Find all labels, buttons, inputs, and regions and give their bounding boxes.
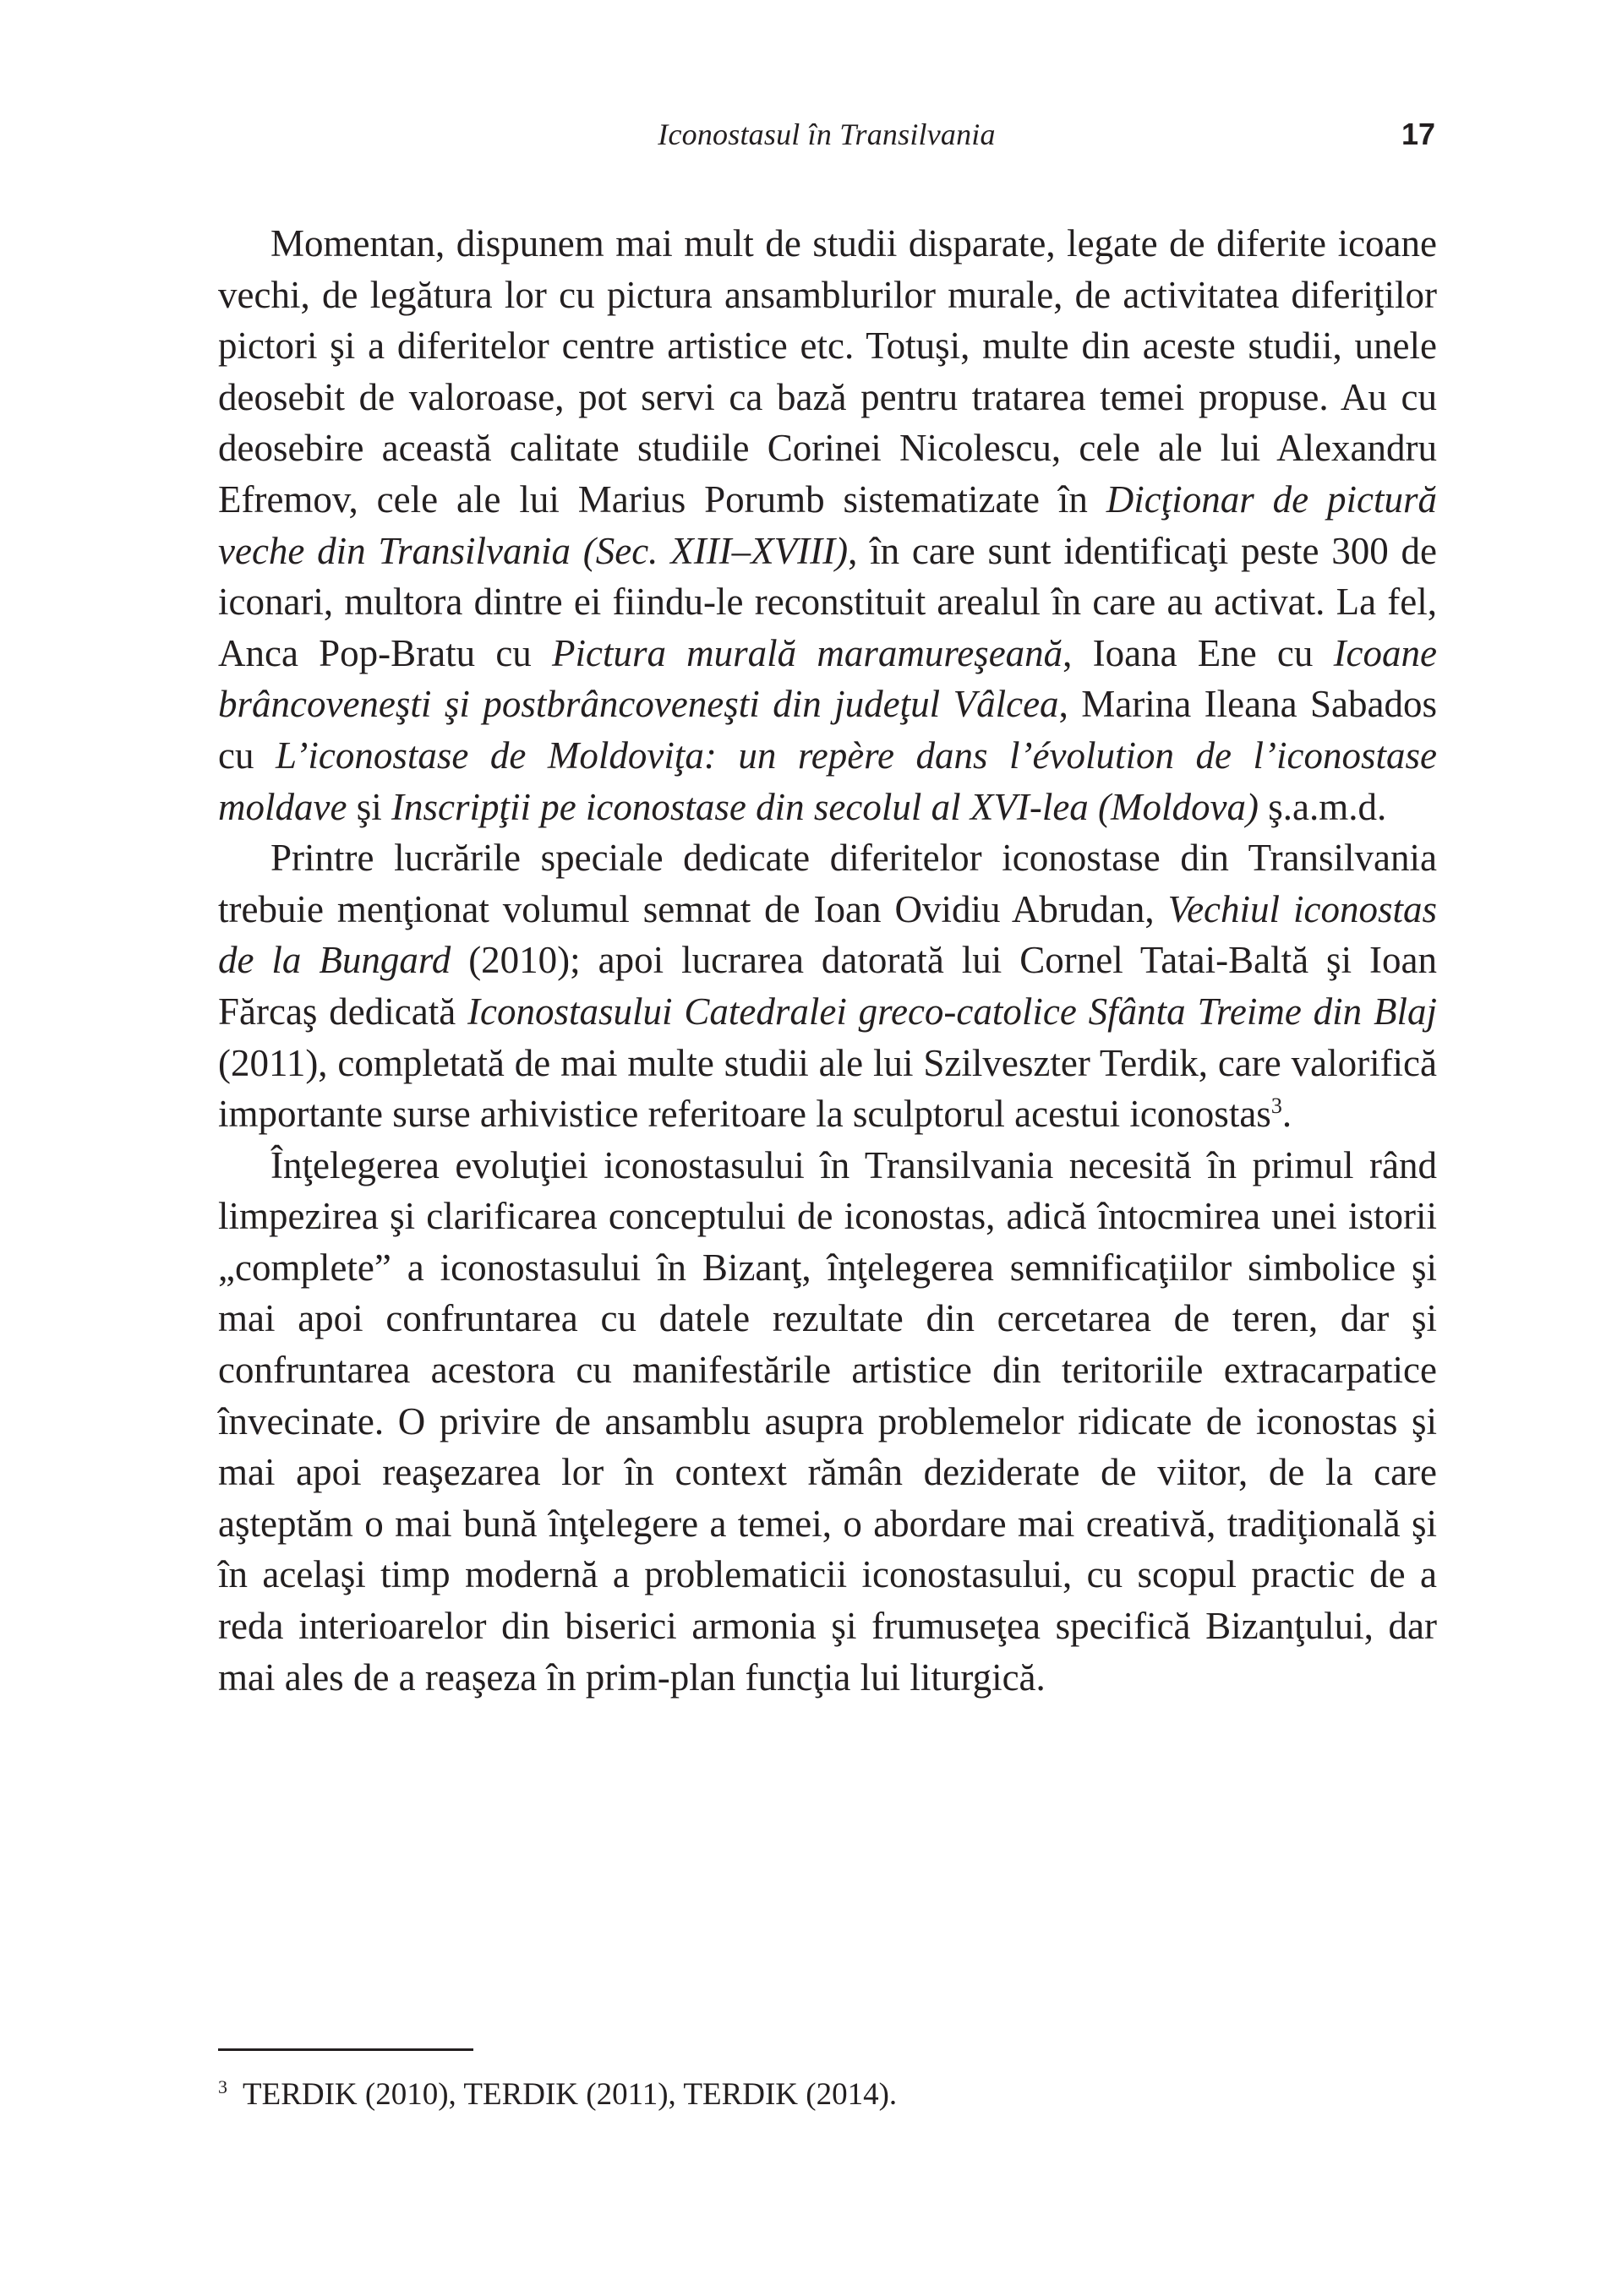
italic-title: Vechiul iconostas de la Bungard <box>218 887 1437 982</box>
footnote-mark: 3 <box>218 2075 227 2097</box>
italic-title: L’iconostase de Moldoviţa: un repère dans l’évolution de l’iconostase moldave <box>218 734 1437 828</box>
footnote-reference[interactable]: 3 <box>1270 1093 1282 1119</box>
text-run: (2011), completată de mai multe studii ale lui Szilveszter Terdik, care valorifică importante surse arhivistice referitoare la sculptorul acestui iconostas <box>218 1041 1437 1136</box>
paragraph <box>218 218 1437 832</box>
italic-title: Pictura murală maramureşeană <box>551 631 1063 674</box>
footnote-text: TERDIK (2010), TERDIK (2011), TERDIK (2014). <box>243 2077 898 2112</box>
text-run: . <box>1281 1093 1292 1136</box>
running-header <box>218 117 1435 167</box>
italic-title: Icoane brâncoveneşti şi postbrâncoveneşti din judeţul Vâlcea <box>218 631 1437 726</box>
paragraph <box>218 1140 1437 1704</box>
italic-title: Iconostasului Catedralei greco-catolice Sfânta Treime din Blaj <box>467 990 1437 1033</box>
text-run: , Ioana Ene cu <box>1063 631 1334 674</box>
footnote <box>218 2075 1437 2115</box>
italic-title: Inscripţii pe iconostase din secolul al XVI-lea (Moldova) <box>391 785 1259 828</box>
running-title: Iconostasul în Transilvania <box>658 117 996 151</box>
body-text <box>218 218 1437 1703</box>
text-run: , Marina Ileana Sabados cu <box>218 683 1438 777</box>
page-number: 17 <box>1401 117 1435 151</box>
text-run: (2010); apoi lucrarea datorată lui Cornel Tatai-Baltă şi Ioan Fărcaş dedicată <box>218 939 1437 1033</box>
text-run: Momentan, dispunem mai mult de studii disparate, legate de diferite icoane vechi, de legătura lor cu pictura ansamblurilor murale, de activitatea diferiţilor pictori şi a diferitelor centre artistice etc. Totuşi, multe din aceste studii, unele deosebit de valoroase, pot servi ca bază pentru tratarea temei propuse. Au cu deosebire această calitate studiile Corinei Nicolescu, cele ale lui Alexandru Efremov, cele ale lui Marius Porumb sistematizate în <box>218 222 1437 521</box>
paragraph <box>218 832 1437 1140</box>
footnotes <box>218 2075 1437 2115</box>
text-run: , în care sunt identificaţi peste 300 de iconari, multora dintre ei fiindu-le reconstituit arealul în care au activat. La fel, Anca Pop-Bratu cu <box>218 529 1437 674</box>
text-run: ş.a.m.d. <box>1258 785 1387 828</box>
text-run: Înţelegerea evoluţiei iconostasului în Transilvania necesită în primul rând limpezirea şi clarificarea conceptului de iconostas, adică întocmirea unei istorii „complete” a iconostasului în Bizanţ, înţelegerea semnificaţiilor simbolice şi mai apoi confruntarea cu datele rezultate din cercetarea de teren, dar şi confruntarea acestora cu manifestările artistice din teritoriile extracarpatice învecinate. O privire de ansamblu asupra problemelor ridicate de iconostas şi mai apoi reaşezarea lor în context rămân deziderate de viitor, de la care aşteptăm o mai bună înţelegere a temei, o abordare mai creativă, tradiţională şi în acelaşi timp modernă a problematicii iconostasului, cu scopul practic de a reda interioarelor din biserici armonia şi frumuseţea specifică Bizanţului, dar mai ales de a reaşeza în prim-plan funcţia lui liturgică. <box>218 1143 1437 1699</box>
text-run: şi <box>347 785 391 828</box>
text-run: Printre lucrările speciale dedicate diferitelor iconostase din Transilvania trebuie menţionat volumul semnat de Ioan Ovidiu Abrudan, <box>218 837 1437 930</box>
italic-title: Dicţionar de pictură veche din Transilvania (Sec. XIII–XVIII) <box>218 477 1437 572</box>
footnote-separator <box>218 2048 473 2051</box>
